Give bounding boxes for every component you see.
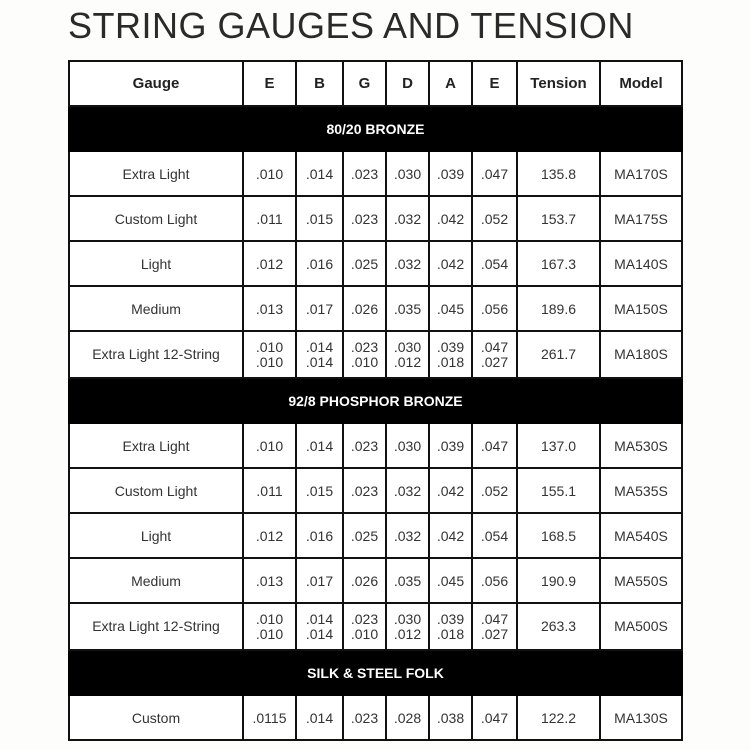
string-gauge-cell [296, 603, 343, 650]
string-gauge-cell: .054 [472, 513, 517, 558]
column-header: A [429, 61, 472, 106]
table-row [69, 151, 682, 196]
string-gauge-cell: .017 [296, 558, 343, 603]
string-gauge-value: .014 [305, 610, 334, 627]
gauge-cell: Custom Light [69, 468, 243, 513]
gauge-cell: Extra Light 12-String [69, 603, 243, 650]
gauge-cell: Extra Light [69, 151, 243, 196]
model-cell: MA180S [600, 331, 682, 378]
string-gauge-cell: .013 [243, 558, 296, 603]
string-gauge-cell: .023 [343, 196, 386, 241]
string-gauge-cell: .010 [243, 151, 296, 196]
tension-cell: 153.7 [517, 196, 600, 241]
string-gauge-value: .010 [255, 610, 284, 627]
string-gauge-value: .030 [393, 610, 422, 627]
section-title: 92/8 PHOSPHOR BRONZE [69, 378, 682, 423]
string-gauge-cell [386, 331, 429, 378]
string-gauge-value-octave: .012 [393, 353, 422, 370]
string-gauge-cell: .035 [386, 558, 429, 603]
tension-cell: 135.8 [517, 151, 600, 196]
string-gauge-cell [429, 603, 472, 650]
string-gauge-value: .030 [393, 338, 422, 355]
string-gauge-cell [296, 331, 343, 378]
gauge-cell: Extra Light 12-String [69, 331, 243, 378]
string-gauge-cell [243, 603, 296, 650]
string-gauge-cell [343, 603, 386, 650]
string-gauge-value-octave: .018 [436, 353, 465, 370]
string-gauge-value-octave: .010 [350, 625, 379, 642]
string-gauge-cell: .052 [472, 196, 517, 241]
table-row [69, 695, 682, 740]
table-row [69, 513, 682, 558]
string-gauge-cell [472, 331, 517, 378]
section-title: 80/20 BRONZE [69, 106, 682, 151]
table-row [69, 196, 682, 241]
string-gauge-cell: .039 [429, 423, 472, 468]
column-header: D [386, 61, 429, 106]
table-row [69, 241, 682, 286]
string-gauge-value: .010 [255, 338, 284, 355]
string-gauge-cell: .030 [386, 151, 429, 196]
gauge-cell: Light [69, 241, 243, 286]
string-gauge-cell: .030 [386, 423, 429, 468]
tension-cell: 155.1 [517, 468, 600, 513]
string-gauge-value-octave: .027 [480, 625, 509, 642]
string-gauge-cell: .010 [243, 423, 296, 468]
string-gauge-cell: .042 [429, 241, 472, 286]
string-gauge-cell: .015 [296, 196, 343, 241]
model-cell: MA550S [600, 558, 682, 603]
tension-cell: 122.2 [517, 695, 600, 740]
string-gauge-value: .039 [436, 338, 465, 355]
string-gauge-cell: .056 [472, 286, 517, 331]
string-gauge-cell: .047 [472, 423, 517, 468]
string-gauge-cell: .032 [386, 513, 429, 558]
string-gauge-cell: .042 [429, 513, 472, 558]
table-row [69, 468, 682, 513]
string-gauge-cell: .052 [472, 468, 517, 513]
string-gauge-cell: .016 [296, 241, 343, 286]
string-gauge-cell: .045 [429, 558, 472, 603]
string-gauge-cell: .016 [296, 513, 343, 558]
section-title: SILK & STEEL FOLK [69, 650, 682, 695]
string-gauge-cell: .026 [343, 286, 386, 331]
table-row [69, 286, 682, 331]
page-title: STRING GAUGES AND TENSION [68, 5, 634, 46]
tension-cell: 137.0 [517, 423, 600, 468]
table-row [69, 603, 682, 650]
string-gauge-value-octave: .014 [305, 625, 334, 642]
string-gauge-cell [386, 603, 429, 650]
tension-cell: 261.7 [517, 331, 600, 378]
gauge-cell: Custom [69, 695, 243, 740]
header-row [69, 61, 682, 106]
string-gauge-cell: .014 [296, 151, 343, 196]
string-gauge-value-octave: .014 [305, 353, 334, 370]
model-cell: MA530S [600, 423, 682, 468]
section-header-row [69, 106, 682, 151]
string-gauge-cell: .013 [243, 286, 296, 331]
string-gauge-cell: .023 [343, 423, 386, 468]
model-cell: MA535S [600, 468, 682, 513]
column-header: G [343, 61, 386, 106]
string-gauge-cell: .056 [472, 558, 517, 603]
tension-cell: 167.3 [517, 241, 600, 286]
string-gauge-cell: .032 [386, 468, 429, 513]
string-gauge-cell [472, 603, 517, 650]
string-gauge-value-octave: .018 [436, 625, 465, 642]
string-gauge-cell: .015 [296, 468, 343, 513]
gauge-table [68, 60, 683, 741]
string-gauge-cell: .023 [343, 468, 386, 513]
column-header: Tension [517, 61, 600, 106]
string-gauge-cell: .026 [343, 558, 386, 603]
column-header: E [243, 61, 296, 106]
section-header-row [69, 650, 682, 695]
table-row [69, 558, 682, 603]
string-gauge-cell: .025 [343, 513, 386, 558]
model-cell: MA130S [600, 695, 682, 740]
string-gauge-cell: .011 [243, 468, 296, 513]
string-gauge-value-octave: .010 [255, 625, 284, 642]
string-gauge-cell: .028 [386, 695, 429, 740]
tension-cell: 189.6 [517, 286, 600, 331]
string-gauge-value-octave: .027 [480, 353, 509, 370]
string-gauge-value: .023 [350, 610, 379, 627]
string-gauge-cell: .014 [296, 423, 343, 468]
gauge-cell: Medium [69, 286, 243, 331]
string-gauge-cell [429, 331, 472, 378]
string-gauge-cell: .0115 [243, 695, 296, 740]
table-row [69, 331, 682, 378]
gauge-cell: Extra Light [69, 423, 243, 468]
string-gauge-cell: .014 [296, 695, 343, 740]
model-cell: MA150S [600, 286, 682, 331]
string-gauge-cell [243, 331, 296, 378]
string-gauge-value: .047 [480, 610, 509, 627]
model-cell: MA170S [600, 151, 682, 196]
string-gauge-cell: .035 [386, 286, 429, 331]
string-gauge-cell: .042 [429, 468, 472, 513]
tension-cell: 190.9 [517, 558, 600, 603]
section-header-row [69, 378, 682, 423]
tension-cell: 168.5 [517, 513, 600, 558]
gauge-cell: Medium [69, 558, 243, 603]
string-gauge-value-octave: .010 [255, 353, 284, 370]
model-cell: MA140S [600, 241, 682, 286]
string-gauge-value-octave: .012 [393, 625, 422, 642]
string-gauge-value: .039 [436, 610, 465, 627]
column-header: Gauge [69, 61, 243, 106]
string-gauge-cell: .011 [243, 196, 296, 241]
string-gauge-cell: .025 [343, 241, 386, 286]
string-gauge-cell: .023 [343, 695, 386, 740]
string-gauge-cell: .032 [386, 241, 429, 286]
string-gauge-cell: .042 [429, 196, 472, 241]
string-gauge-cell: .032 [386, 196, 429, 241]
string-gauge-cell: .045 [429, 286, 472, 331]
string-gauge-value-octave: .010 [350, 353, 379, 370]
string-gauge-value: .014 [305, 338, 334, 355]
column-header: Model [600, 61, 682, 106]
string-gauge-cell: .012 [243, 241, 296, 286]
model-cell: MA500S [600, 603, 682, 650]
string-gauge-cell: .047 [472, 695, 517, 740]
model-cell: MA540S [600, 513, 682, 558]
column-header: E [472, 61, 517, 106]
gauge-cell: Light [69, 513, 243, 558]
string-gauge-cell: .038 [429, 695, 472, 740]
string-gauge-cell: .017 [296, 286, 343, 331]
tension-cell: 263.3 [517, 603, 600, 650]
string-gauge-value: .047 [480, 338, 509, 355]
string-gauge-value: .023 [350, 338, 379, 355]
string-gauge-cell [343, 331, 386, 378]
string-gauge-cell: .047 [472, 151, 517, 196]
gauge-cell: Custom Light [69, 196, 243, 241]
table-row [69, 423, 682, 468]
string-gauge-cell: .054 [472, 241, 517, 286]
model-cell: MA175S [600, 196, 682, 241]
column-header: B [296, 61, 343, 106]
string-gauge-cell: .012 [243, 513, 296, 558]
string-gauge-cell: .039 [429, 151, 472, 196]
string-gauge-cell: .023 [343, 151, 386, 196]
